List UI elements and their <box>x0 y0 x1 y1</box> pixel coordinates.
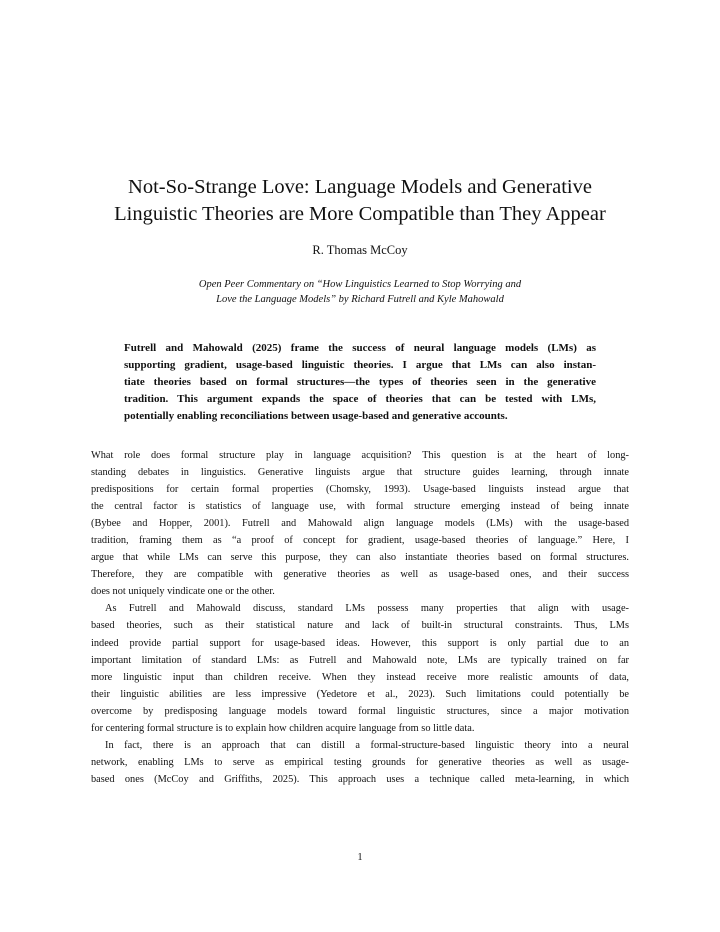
body-line: (Bybee and Hopper, 2001). Futrell and Mahowald align language models (LMs) with the usage-based <box>91 518 629 530</box>
body-line: argue that while LMs can serve this purpose, they can also instantiate theories based on formal structures. <box>91 552 629 564</box>
abstract-line: potentially enabling reconciliations between usage-based and generative accounts. <box>124 410 508 423</box>
body-line: standing debates in linguistics. Generative linguists argue that structure guides learning, through innate <box>91 467 629 479</box>
body-line: based theories, such as their statistical nature and lack of built-in structural constraints. Thus, LMs <box>91 620 629 632</box>
commentary-line: Open Peer Commentary on “How Linguistics Learned to Stop Worrying and <box>198 279 522 290</box>
page-number: 1 <box>357 852 363 863</box>
body-line: What role does formal structure play in language acquisition? This question is at the heart of long- <box>91 450 629 461</box>
body-line: more linguistic input than children receive. When they instead receive more realistic amounts of data, <box>91 671 629 683</box>
body-line: based ones (McCoy and Griffiths, 2025). This approach uses a technique called meta-learning, in which <box>91 773 629 785</box>
body-line: predispositions for certain formal properties (Chomsky, 1993). Usage-based linguists instead argue that <box>91 484 629 496</box>
body-text <box>91 447 629 788</box>
title-line: Not-So-Strange Love: Language Models and Generative <box>128 176 592 198</box>
body-line: important limitation of standard LMs: as Futrell and Mahowald note, LMs are typically trained on far <box>91 654 629 666</box>
body-line: tradition, framing them as “a proof of concept for gradient, usage-based theories of language.” Here, I <box>91 535 629 547</box>
paper-title <box>60 174 660 228</box>
body-line: As Futrell and Mahowald discuss, standard LMs possess many properties that align with usage- <box>105 603 629 615</box>
body-line: does not uniquely vindicate one or the other. <box>91 586 275 598</box>
commentary-line: Love the Language Models” by Richard Futrell and Kyle Mahowald <box>216 294 504 305</box>
body-line: In fact, there is an approach that can distill a formal-structure-based linguistic theory into a neural <box>105 739 629 751</box>
body-line: the central factor is statistics of language use, with formal structure emerging instead of being innate <box>91 501 629 513</box>
commentary-note <box>80 277 640 307</box>
abstract <box>124 340 596 425</box>
abstract-line: tiate theories based on formal structures—the types of theories seen in the generative <box>124 376 596 389</box>
author-name: R. Thomas McCoy <box>312 243 408 257</box>
body-line: network, enabling LMs to serve as empirical testing grounds for generative theories as well as usage- <box>91 756 629 768</box>
body-line: for centering formal structure is to explain how children acquire language from so little data. <box>91 722 475 734</box>
body-line: Therefore, they are compatible with generative theories as well as usage-based ones, and their success <box>91 569 629 581</box>
title-line: Linguistic Theories are More Compatible than They Appear <box>114 203 606 225</box>
abstract-line: supporting gradient, usage-based linguistic theories. I argue that LMs can also instan- <box>124 359 596 372</box>
body-line: their linguistic abilities are less impressive (Yedetore et al., 2023). Such limitations could potentially be <box>91 688 629 700</box>
abstract-line: tradition. This argument expands the space of theories that can be tested with LMs, <box>124 393 596 406</box>
body-line: overcome by predisposing language models toward formal linguistic structures, since a major motivation <box>91 705 629 717</box>
abstract-line: Futrell and Mahowald (2025) frame the success of neural language models (LMs) as <box>124 342 596 354</box>
body-line: indeed provide partial support for usage-based ideas. However, this support is only partial due to an <box>91 637 629 649</box>
